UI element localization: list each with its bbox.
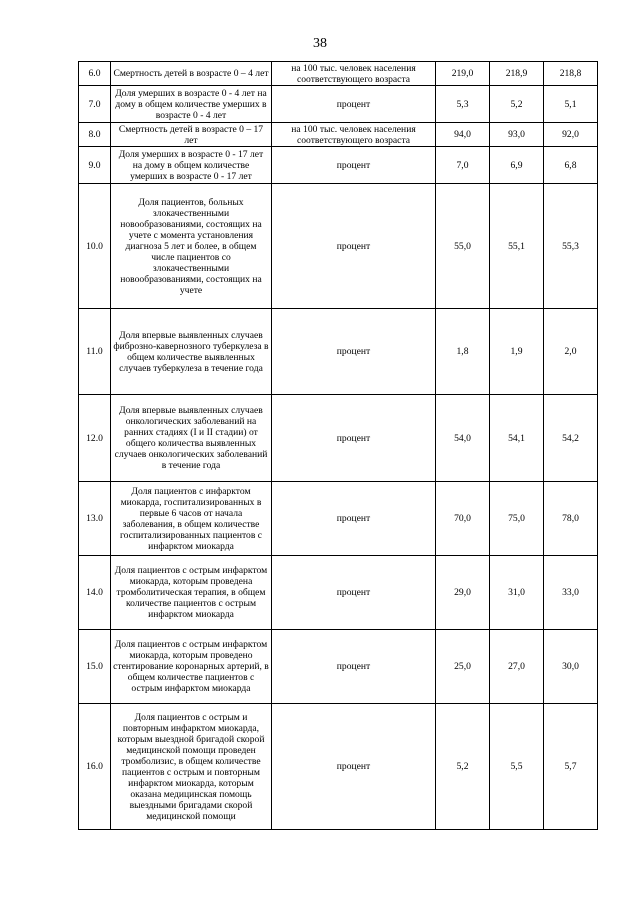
unit-cell: на 100 тыс. человек населения соответствующего возраста: [272, 123, 436, 147]
indicator-name: Доля пациентов с острым инфарктом миокарда, которым проведено стентирование коронарных артерий, в общем количестве пациентов с острым инфарктом миокарда: [111, 630, 272, 704]
value-year-1: 5,2: [436, 704, 490, 830]
unit-cell: процент: [272, 556, 436, 630]
unit-cell: процент: [272, 309, 436, 395]
unit-cell: процент: [272, 147, 436, 184]
indicator-name: Доля пациентов с острым и повторным инфарктом миокарда, которым выездной бригадой скорой медицинской помощи проведен тромболизис, в общем количестве пациентов с острым и повторным инфарктом миокарда, которым оказана медицинская помощь выездными бригадами скорой медицинской помощи: [111, 704, 272, 830]
unit-cell: процент: [272, 704, 436, 830]
unit-cell: процент: [272, 86, 436, 123]
value-year-1: 70,0: [436, 482, 490, 556]
value-year-2: 218,9: [490, 62, 544, 86]
unit-cell: на 100 тыс. человек населения соответствующего возраста: [272, 62, 436, 86]
indicator-name: Доля пациентов с инфарктом миокарда, госпитализированных в первые 6 часов от начала заболевания, в общем количестве госпитализированных пациентов с инфарктом миокарда: [111, 482, 272, 556]
table-row: [79, 482, 598, 556]
value-year-1: 1,8: [436, 309, 490, 395]
value-year-2: 6,9: [490, 147, 544, 184]
indicator-name: Смертность детей в возрасте 0 – 4 лет: [111, 62, 272, 86]
indicator-name: Доля умерших в возрасте 0 - 4 лет на дому в общем количестве умерших в возрасте 0 - 4 лет: [111, 86, 272, 123]
value-year-1: 219,0: [436, 62, 490, 86]
table-row: [79, 630, 598, 704]
row-number: 16.0: [79, 704, 111, 830]
value-year-2: 55,1: [490, 184, 544, 309]
table-row: [79, 147, 598, 184]
value-year-3: 5,1: [544, 86, 598, 123]
unit-cell: процент: [272, 482, 436, 556]
value-year-3: 54,2: [544, 395, 598, 482]
indicators-table: [78, 61, 598, 830]
value-year-2: 54,1: [490, 395, 544, 482]
table-row: [79, 556, 598, 630]
value-year-1: 25,0: [436, 630, 490, 704]
value-year-2: 93,0: [490, 123, 544, 147]
indicator-name: Доля впервые выявленных случаев онкологических заболеваний на ранних стадиях (I и II стадии) от общего количества выявленных случаев онкологических заболеваний в течение года: [111, 395, 272, 482]
value-year-1: 94,0: [436, 123, 490, 147]
row-number: 10.0: [79, 184, 111, 309]
table-row: [79, 86, 598, 123]
indicator-name: Смертность детей в возрасте 0 – 17 лет: [111, 123, 272, 147]
table-row: [79, 62, 598, 86]
value-year-3: 2,0: [544, 309, 598, 395]
value-year-1: 29,0: [436, 556, 490, 630]
indicator-name: Доля умерших в возрасте 0 - 17 лет на дому в общем количестве умерших в возрасте 0 - 17 лет: [111, 147, 272, 184]
row-number: 15.0: [79, 630, 111, 704]
table-row: [79, 184, 598, 309]
value-year-3: 5,7: [544, 704, 598, 830]
row-number: 14.0: [79, 556, 111, 630]
value-year-1: 55,0: [436, 184, 490, 309]
value-year-1: 54,0: [436, 395, 490, 482]
row-number: 11.0: [79, 309, 111, 395]
row-number: 13.0: [79, 482, 111, 556]
unit-cell: процент: [272, 184, 436, 309]
value-year-3: 55,3: [544, 184, 598, 309]
value-year-1: 7,0: [436, 147, 490, 184]
value-year-3: 92,0: [544, 123, 598, 147]
table-row: [79, 123, 598, 147]
row-number: 9.0: [79, 147, 111, 184]
value-year-2: 5,2: [490, 86, 544, 123]
value-year-2: 27,0: [490, 630, 544, 704]
value-year-2: 31,0: [490, 556, 544, 630]
row-number: 12.0: [79, 395, 111, 482]
table-row: [79, 704, 598, 830]
value-year-3: 33,0: [544, 556, 598, 630]
value-year-2: 1,9: [490, 309, 544, 395]
indicator-name: Доля пациентов с острым инфарктом миокарда, которым проведена тромболитическая терапия, в общем количестве пациентов с острым инфарктом миокарда: [111, 556, 272, 630]
unit-cell: процент: [272, 630, 436, 704]
value-year-3: 218,8: [544, 62, 598, 86]
indicator-name: Доля пациентов, больных злокачественными новообразованиями, состоящих на учете с момента установления диагноза 5 лет и более, в общем числе пациентов со злокачественными новообразованиями, состоящих на учете: [111, 184, 272, 309]
unit-cell: процент: [272, 395, 436, 482]
value-year-2: 5,5: [490, 704, 544, 830]
indicator-name: Доля впервые выявленных случаев фиброзно-кавернозного туберкулеза в общем количестве выявленных случаев туберкулеза в течение года: [111, 309, 272, 395]
table-row: [79, 309, 598, 395]
row-number: 6.0: [79, 62, 111, 86]
value-year-1: 5,3: [436, 86, 490, 123]
value-year-2: 75,0: [490, 482, 544, 556]
value-year-3: 78,0: [544, 482, 598, 556]
value-year-3: 6,8: [544, 147, 598, 184]
page-number: 38: [313, 36, 327, 51]
table-row: [79, 395, 598, 482]
value-year-3: 30,0: [544, 630, 598, 704]
row-number: 8.0: [79, 123, 111, 147]
row-number: 7.0: [79, 86, 111, 123]
